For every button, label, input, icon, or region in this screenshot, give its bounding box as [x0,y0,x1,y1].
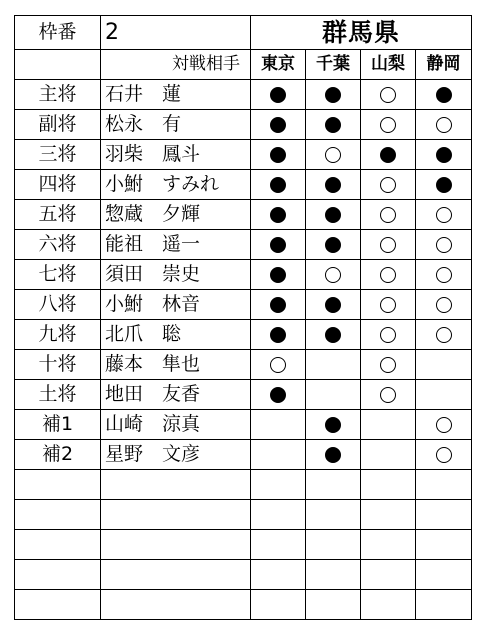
player-name: 山崎 涼真 [101,410,251,440]
result-cell [306,410,361,440]
opponents-label: 対戦相手 [101,50,251,80]
result-cell [306,110,361,140]
win-mark-icon [270,387,286,403]
win-mark-icon [270,177,286,193]
player-row [15,110,472,140]
result-cell [361,200,416,230]
win-mark-icon [325,417,341,433]
opponent-tokyo: 東京 [251,50,306,80]
player-name: 地田 友香 [101,380,251,410]
blank-cell [361,590,416,620]
blank-cell [15,470,101,500]
blank-row [15,530,472,560]
result-cell [306,440,361,470]
roster-table [14,15,472,620]
loss-mark-icon [436,417,452,433]
win-mark-icon [325,327,341,343]
result-cell [306,260,361,290]
loss-mark-icon [270,357,286,373]
result-cell [416,230,472,260]
player-row [15,200,472,230]
player-rank: 五将 [15,200,101,230]
result-cell [416,140,472,170]
result-cell [306,380,361,410]
win-mark-icon [325,297,341,313]
player-row [15,440,472,470]
loss-mark-icon [380,357,396,373]
loss-mark-icon [436,237,452,253]
result-cell [306,80,361,110]
loss-mark-icon [436,267,452,283]
result-cell [416,170,472,200]
win-mark-icon [270,117,286,133]
result-cell [361,140,416,170]
player-rank: 四将 [15,170,101,200]
result-cell [361,110,416,140]
result-cell [251,380,306,410]
blank-cell [251,470,306,500]
player-row [15,350,472,380]
win-mark-icon [436,177,452,193]
blank-cell [416,530,472,560]
header-row [15,16,472,50]
win-mark-icon [270,297,286,313]
blank-cell [15,530,101,560]
result-cell [361,320,416,350]
result-cell [416,260,472,290]
result-cell [251,350,306,380]
result-cell [251,200,306,230]
result-cell [361,380,416,410]
blank-cell [251,560,306,590]
result-cell [416,80,472,110]
roster-body [15,16,472,620]
result-cell [251,230,306,260]
result-cell [416,200,472,230]
win-mark-icon [270,237,286,253]
result-cell [306,140,361,170]
result-cell [251,170,306,200]
blank-cell [306,590,361,620]
result-cell [251,260,306,290]
blank-cell [101,590,251,620]
blank-cell [306,500,361,530]
loss-mark-icon [380,387,396,403]
win-mark-icon [380,147,396,163]
result-cell [416,320,472,350]
result-cell [361,440,416,470]
result-cell [251,440,306,470]
player-name: 松永 有 [101,110,251,140]
player-row [15,260,472,290]
blank-cell [251,530,306,560]
loss-mark-icon [436,327,452,343]
player-rank: 八将 [15,290,101,320]
blank-cell [306,560,361,590]
blank-cell [251,500,306,530]
empty-cell [15,50,101,80]
loss-mark-icon [436,297,452,313]
player-rank: 補2 [15,440,101,470]
blank-cell [101,560,251,590]
blank-cell [15,590,101,620]
blank-cell [361,530,416,560]
result-cell [251,290,306,320]
blank-row [15,560,472,590]
result-cell [416,290,472,320]
win-mark-icon [270,327,286,343]
roster-sheet [14,15,471,620]
win-mark-icon [325,177,341,193]
result-cell [361,350,416,380]
team-name: 群馬県 [251,16,472,50]
opponents-row [15,50,472,80]
result-cell [416,350,472,380]
player-row [15,380,472,410]
win-mark-icon [325,87,341,103]
win-mark-icon [436,147,452,163]
loss-mark-icon [380,87,396,103]
loss-mark-icon [436,117,452,133]
loss-mark-icon [380,117,396,133]
player-row [15,170,472,200]
blank-cell [416,560,472,590]
win-mark-icon [270,147,286,163]
blank-cell [251,590,306,620]
opponent-shizuoka: 静岡 [416,50,472,80]
player-rank: 九将 [15,320,101,350]
win-mark-icon [436,87,452,103]
result-cell [416,380,472,410]
blank-row [15,590,472,620]
result-cell [251,410,306,440]
opponent-yamanashi: 山梨 [361,50,416,80]
blank-cell [416,500,472,530]
loss-mark-icon [380,177,396,193]
loss-mark-icon [436,207,452,223]
result-cell [416,410,472,440]
win-mark-icon [325,237,341,253]
win-mark-icon [270,207,286,223]
player-rank: 三将 [15,140,101,170]
player-rank: 副将 [15,110,101,140]
player-row [15,290,472,320]
player-row [15,140,472,170]
blank-cell [306,470,361,500]
result-cell [306,350,361,380]
player-row [15,320,472,350]
result-cell [306,320,361,350]
result-cell [361,80,416,110]
player-rank: 十将 [15,350,101,380]
loss-mark-icon [325,147,341,163]
player-rank: 補1 [15,410,101,440]
blank-cell [101,470,251,500]
result-cell [251,80,306,110]
result-cell [306,230,361,260]
blank-row [15,470,472,500]
result-cell [361,230,416,260]
player-name: 星野 文彦 [101,440,251,470]
player-rank: 六将 [15,230,101,260]
blank-cell [361,470,416,500]
frame-number: 2 [101,16,251,50]
win-mark-icon [325,117,341,133]
player-name: 小鮒 すみれ [101,170,251,200]
win-mark-icon [270,87,286,103]
loss-mark-icon [380,237,396,253]
result-cell [416,440,472,470]
result-cell [251,140,306,170]
opponent-chiba: 千葉 [306,50,361,80]
result-cell [306,200,361,230]
player-row [15,80,472,110]
player-row [15,410,472,440]
result-cell [306,290,361,320]
blank-cell [361,500,416,530]
loss-mark-icon [380,297,396,313]
player-name: 惣蔵 夕輝 [101,200,251,230]
win-mark-icon [325,447,341,463]
blank-cell [15,560,101,590]
result-cell [361,410,416,440]
blank-cell [101,500,251,530]
win-mark-icon [270,267,286,283]
result-cell [361,290,416,320]
blank-row [15,500,472,530]
loss-mark-icon [325,267,341,283]
player-rank: 土将 [15,380,101,410]
player-name: 小鮒 林音 [101,290,251,320]
player-name: 北爪 聡 [101,320,251,350]
blank-cell [15,500,101,530]
result-cell [361,260,416,290]
player-name: 羽柴 鳳斗 [101,140,251,170]
blank-cell [306,530,361,560]
result-cell [416,110,472,140]
player-name: 須田 崇史 [101,260,251,290]
result-cell [361,170,416,200]
player-name: 藤本 隼也 [101,350,251,380]
blank-cell [101,530,251,560]
blank-cell [416,590,472,620]
loss-mark-icon [380,267,396,283]
loss-mark-icon [380,327,396,343]
player-name: 石井 蓮 [101,80,251,110]
loss-mark-icon [380,207,396,223]
player-name: 能祖 遥一 [101,230,251,260]
result-cell [251,320,306,350]
result-cell [251,110,306,140]
frame-label: 枠番 [15,16,101,50]
player-rank: 主将 [15,80,101,110]
player-row [15,230,472,260]
win-mark-icon [325,207,341,223]
result-cell [306,170,361,200]
player-rank: 七将 [15,260,101,290]
loss-mark-icon [436,447,452,463]
blank-cell [416,470,472,500]
blank-cell [361,560,416,590]
